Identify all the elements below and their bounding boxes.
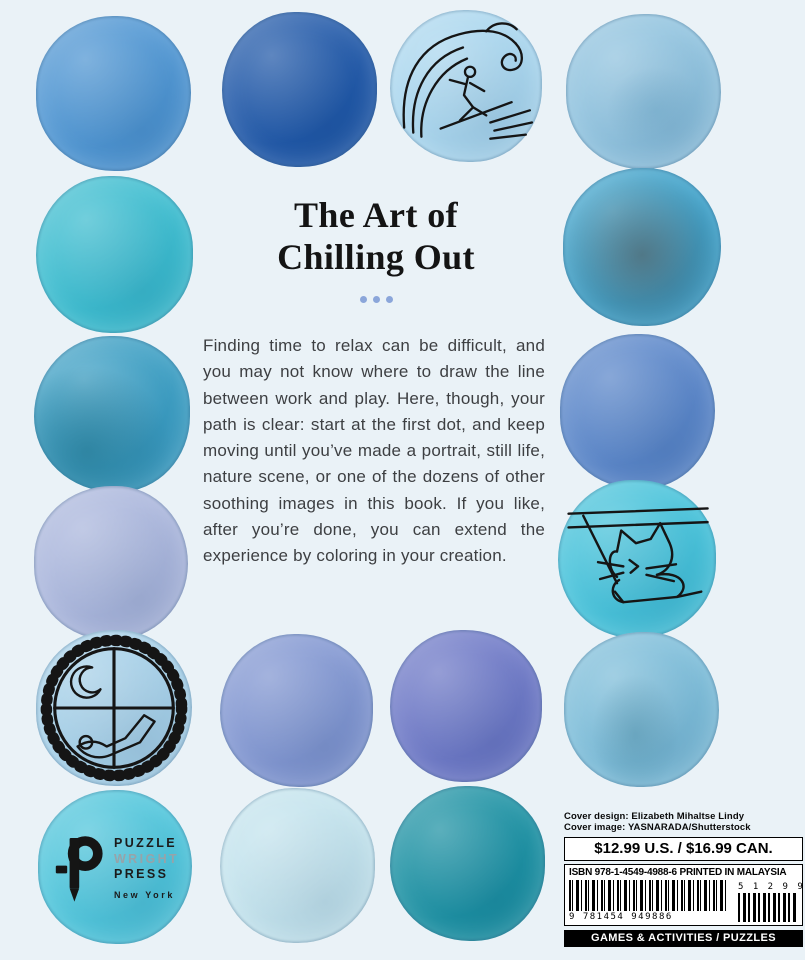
publisher-name-line: PUZZLE — [113, 836, 177, 851]
category-band: GAMES & ACTIVITIES / PUZZLES — [564, 930, 803, 947]
cover-image-credit: Cover image: YASNARADA/Shutterstock — [564, 822, 751, 833]
publisher-name-line: PRESS — [113, 867, 169, 882]
watercolor-dot — [36, 176, 193, 333]
isbn-barcode-box — [564, 864, 803, 926]
publisher-logo — [38, 790, 192, 944]
watercolor-dot — [390, 630, 542, 782]
watercolor-dot — [34, 336, 190, 492]
surfer-wave-drawing — [390, 10, 542, 162]
ean-barcode-digits: 9 781454 949886 — [569, 912, 673, 922]
ean-barcode — [569, 880, 729, 922]
watercolor-dot — [36, 16, 191, 171]
watercolor-dot — [558, 480, 716, 638]
round-window-reader-drawing — [36, 630, 192, 786]
publisher-name-line: WRIGHT — [113, 851, 180, 866]
cover-design-credit: Cover design: Elizabeth Mihaltse Lindy — [564, 811, 745, 822]
title-line-1: The Art of — [294, 195, 458, 235]
watercolor-dot — [390, 10, 542, 162]
divider-dot — [360, 296, 367, 303]
cat-on-shelf-drawing — [558, 480, 716, 638]
ean-barcode-bars — [569, 880, 729, 911]
watercolor-dot-moon — [563, 168, 721, 326]
publisher-name-block — [114, 836, 179, 900]
back-cover-title — [190, 194, 562, 278]
watercolor-dot — [560, 334, 715, 489]
section-divider-dots — [190, 290, 562, 308]
watercolor-dot — [36, 630, 192, 786]
watercolor-dot — [564, 632, 719, 787]
pencil-p-monogram-icon — [51, 828, 105, 908]
publisher-city: New York — [113, 889, 175, 900]
isbn-line: ISBN 978-1-4549-4988-6 PRINTED IN MALAYSIA — [569, 867, 787, 878]
back-cover-blurb: Finding time to relax can be difficult, and you may not know where to draw the line between work and play. Here, though, your path is clear: start at the first dot, and keep moving until you’ve made a portrait, still life, nature scene, or one of the dozens of other soothing images in this book. If you like, after you’re done, you can extend the experience by coloring in your creation. — [203, 336, 545, 566]
supplement-barcode-bars — [738, 893, 798, 922]
watercolor-dot — [222, 12, 377, 167]
watercolor-dot — [220, 634, 373, 787]
retail-panel — [564, 811, 803, 947]
divider-dot — [373, 296, 380, 303]
watercolor-dot — [390, 786, 545, 941]
price-box: $12.99 U.S. / $16.99 CAN. — [564, 837, 803, 861]
watercolor-dot — [34, 486, 188, 640]
divider-dot — [386, 296, 393, 303]
watercolor-dot — [220, 788, 375, 943]
watercolor-dot — [566, 14, 721, 169]
supplement-digits: 5 1 2 9 9 — [738, 882, 805, 892]
price-supplement-barcode — [738, 882, 805, 922]
publisher-logo-circle — [38, 790, 192, 944]
title-line-2: Chilling Out — [277, 237, 475, 277]
